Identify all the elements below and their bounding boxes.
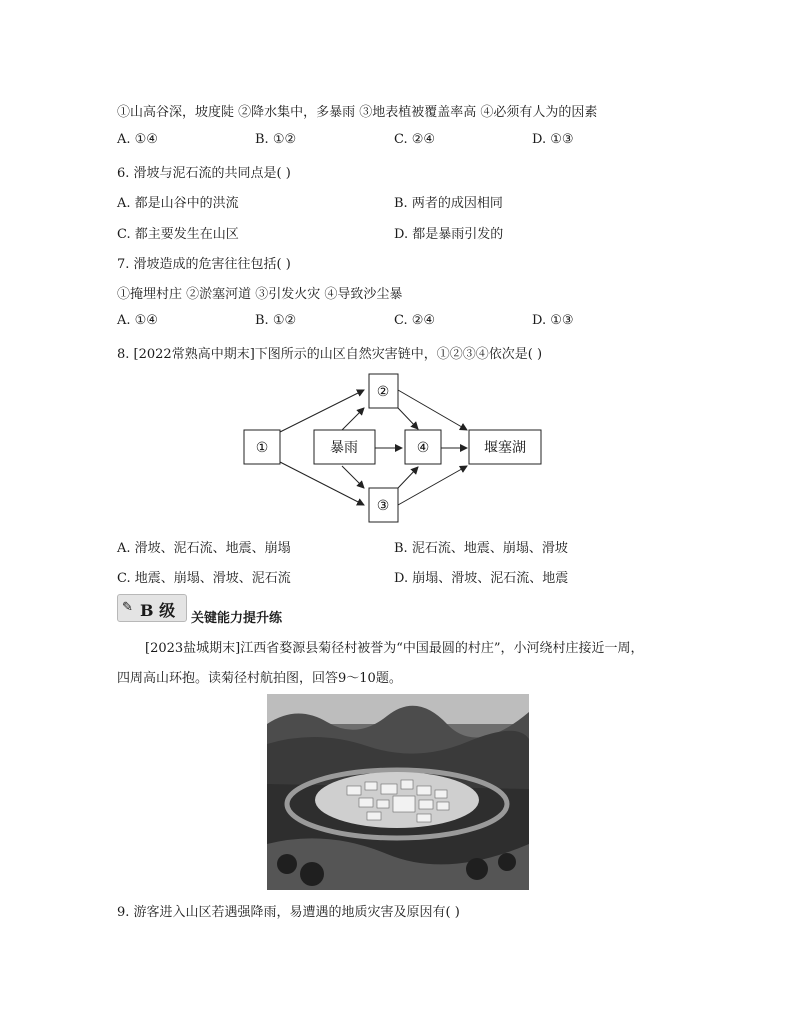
q5-choice-c: C. ②④ [394,132,436,147]
q8-stem: 8. [2022常熟高中期末]下图所示的山区自然灾害链中，①②③④依次是( ) [117,347,543,362]
arrow-3-to-4 [398,467,418,488]
level-badge-label: B 级 [140,601,176,620]
q6-choice-b: B. 两者的成因相同 [394,196,503,211]
box-rain-label: 暴雨 [330,440,358,456]
q5-choice-b: B. ①② [255,132,297,147]
q8-choice-d: D. 崩塌、滑坡、泥石流、地震 [394,571,569,586]
q5-choice-a: A. ①④ [117,132,158,147]
pencil-icon: ✎ [122,600,133,615]
q6-choice-c: C. 都主要发生在山区 [117,227,239,242]
q8-choice-c: C. 地震、崩塌、滑坡、泥石流 [117,571,291,586]
q7-options-line: ①掩埋村庄 ②淤塞河道 ③引发火灾 ④导致沙尘暴 [117,287,403,302]
box-4-label: ④ [416,440,430,456]
box-lake-label: 堰塞湖 [484,440,526,456]
passage-line-2: 四周高山环抱。读菊径村航拍图，回答9～10题。 [117,671,402,686]
box-1-label: ① [255,440,269,456]
arrow-rain-to-2 [342,408,364,430]
q5-choice-d: D. ①③ [532,132,574,147]
arrow-3-to-lake [398,466,467,505]
q7-choice-d: D. ①③ [532,313,574,328]
q6-choice-a: A. 都是山谷中的洪流 [117,196,239,211]
level-badge [117,594,187,622]
aerial-photo-village [267,694,529,890]
q7-stem: 7. 滑坡造成的危害往往包括( ) [117,257,291,272]
arrow-2-to-lake [398,390,467,430]
q6-stem: 6. 滑坡与泥石流的共同点是( ) [117,166,291,181]
q7-choice-a: A. ①④ [117,313,158,328]
arrow-rain-to-3 [342,466,364,488]
arrow-1-to-3 [280,462,364,505]
q6-choice-d: D. 都是暴雨引发的 [394,227,504,242]
arrow-2-to-4 [398,408,418,429]
q8-choice-b: B. 泥石流、地震、崩塌、滑坡 [394,541,568,556]
box-3-label: ③ [376,498,390,514]
q8-choice-a: A. 滑坡、泥石流、地震、崩塌 [117,541,291,556]
q7-choice-c: C. ②④ [394,313,436,328]
hazard-chain-diagram [240,372,560,528]
q9-stem: 9. 游客进入山区若遇强降雨，易遭遇的地质灾害及原因有( ) [117,905,460,920]
q7-choice-b: B. ①② [255,313,297,328]
section-title: 关键能力提升练 [191,611,283,626]
passage-line-1: [2023盐城期末]江西省婺源县菊径村被誉为“中国最圆的村庄”，小河绕村庄接近一周， [145,641,644,656]
box-2-label: ② [376,384,390,400]
q5-options-line: ①山高谷深，坡度陡 ②降水集中，多暴雨 ③地表植被覆盖率高 ④必须有人为的因素 [117,105,598,120]
arrow-1-to-2 [280,390,364,432]
